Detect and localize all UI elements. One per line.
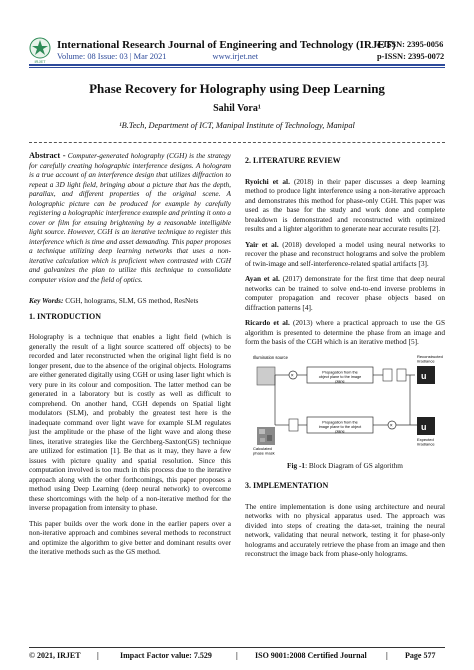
illumination-image-icon	[257, 367, 275, 385]
logo-text: IRJET	[34, 59, 46, 64]
gs-block-diagram	[245, 353, 445, 457]
author: Sahil Vora¹	[213, 103, 261, 114]
lit-text: (2017) demonstrate for the first time that deep neural networks can be trained to solve end-to-end inverse problems in computer propagation and recover phase objects based on diffraction patterns [4].	[245, 274, 445, 312]
website-link[interactable]: www.irjet.net	[212, 52, 259, 61]
affiliation: ¹B.Tech, Department of ICT, Manipal Institute of Technology, Manipal	[119, 121, 355, 130]
svg-text:×: ×	[290, 372, 294, 379]
backward-box-text: Propagation from the image plane to the object plane	[318, 420, 362, 434]
illumination-label: Illumination source	[253, 354, 288, 360]
right-column	[245, 151, 445, 565]
caption-text: : Block Diagram of GS algorithm	[305, 460, 403, 470]
keywords-label: Key Words:	[29, 296, 64, 305]
intro-heading: 1. INTRODUCTION	[29, 311, 102, 321]
abstract-text: Computer-generated holography (CGH) is the strategy for carefully creating holographic interference designs. A hologram is a true account of an interference design that utilizes diffraction to repeat a 3D light field, bringing about a picture that has the depth, parallax, and different properties of the original scene. A holographic picture can be produced for example by carefully registering a holographic interference example and printing it onto a cover or film for ensuing brightening by a reasonable intelligible light source. However, CGH is an iterative technique to register this interference which is time and asset demanding. This paper proposes a technique utilizing deep learning networks that uses a non-iterative calculation which is proficient when contrasted with CGH and galvanizes the plan to utilize this technique to consolidate computer vision and the field of optics.	[29, 151, 231, 284]
forward-box-text: Propagation from the object plane to the image plane	[318, 370, 362, 384]
calculated-label: Calculated phase mask	[253, 445, 275, 455]
figure-caption	[245, 461, 445, 471]
keywords-text: CGH, holograms, SLM, GS method, ResNets	[63, 296, 199, 305]
section-divider	[29, 142, 445, 143]
header-rule	[29, 64, 445, 66]
expected-label: Expected irradiance	[417, 436, 435, 446]
literature-heading: 2. LITERATURE REVIEW	[245, 156, 341, 165]
lit-text: (2013) where a practical approach to use the GS algorithm is presented to determine the phase from an image and form the basis of the CGH which is an iterative method [5].	[245, 318, 446, 346]
lit-text: (2018) developed a model using neural networks to recover the phase and reconstruct holograms and solve the problem of twin-image and self-interference-related spatial artifacts [3].	[245, 239, 445, 268]
left-column	[29, 151, 231, 563]
footer-page: Page 577	[405, 651, 436, 660]
keywords	[29, 296, 231, 306]
intro-paragraph-2: This paper builds over the work done in the earlier papers over a non-iterative approach and combines several methods to reconstruct and optimize the algorithm to give better and dominant results over the iterative methods such as the GS method.	[29, 518, 231, 556]
lit-item-ryoichi	[245, 177, 445, 234]
footer-copyright: © 2021, IRJET	[29, 651, 81, 660]
phase-mask-icon	[289, 419, 298, 431]
amplitude-icon	[383, 369, 392, 381]
lit-item-ayan	[245, 274, 445, 312]
lit-author: Ricardo et al.	[245, 318, 290, 327]
irjet-logo-icon	[29, 37, 51, 59]
footer-impact-factor: Impact Factor value: 7.529	[120, 651, 212, 660]
pissn: p-ISSN: 2395-0072	[377, 52, 445, 61]
abstract-label: Abstract -	[29, 151, 66, 160]
reconstructed-label: Reconstructed irradiance	[417, 353, 443, 363]
lit-item-yair	[245, 240, 445, 269]
lit-item-ricardo	[245, 318, 445, 347]
implementation-paragraph: The entire implementation is done using architecture and neural networks with no physical apparatus used. The approach was divided into steps of creating the data-set, training the neural network, validating that neural network, testing it for phase-only holograms and accurately retrieve the phase from an image and then reconstruct the image back from phase-only holograms.	[245, 501, 445, 558]
svg-text:u: u	[421, 370, 427, 381]
footer-iso: ISO 9001:2008 Certified Journal	[255, 651, 367, 660]
lit-author: Ryoichi et al.	[245, 176, 290, 186]
lit-author: Ayan et al.	[245, 274, 280, 283]
intro-paragraph-1: Holography is a technique that enables a light field (which is generally the result of a light source scattered off objects) to be recorded and later reconstructed when the original light field is no longer present, due to the absence of the original objects. Holograms are either generated digitally using CGH or using laser light which is very pure in its colour and composition. The latter method can be generated in a laboratory but is costly as well as difficult to comprehend. On another hand, CGH depends on Spatial light modulators (SLM), and probably the greatest test here is the inadequate command over light wave for example SLM regulates just the amplitude or the phase of the light wave and along these lines, iterative strategies like the Gerchberg-Saxton(GS) technique are utilized for estimation [1]. Be that as it may, they have a few issues with picture quality and spatial resolution. Since this computation involved is too much in this process due to the iterative approach along with the other forthcomings, this paper proposes a method using Deep Learning (deep neural network) to overcome these shortcomings with the help of a non-iterative method for the inverse propagation from intensity to phase.	[29, 332, 231, 512]
header-rule-thin	[29, 67, 445, 68]
caption-label: Fig -1	[287, 460, 306, 470]
phase-icon	[397, 369, 406, 381]
footer-rule	[29, 647, 445, 648]
abstract	[29, 151, 231, 284]
implementation-heading: 3. IMPLEMENTATION	[245, 481, 329, 490]
journal-header	[0, 0, 474, 62]
lit-text: (2018) in their paper discusses a deep learning method to produce light interference using a non-iterative approach and demonstrates this method for phase-only CGH. This paper was used as the base for the study and work done and complete breakdown is demonstrated and reconstructed with optimized results and a lighter algorithm to generate near accurate results [2].	[245, 176, 445, 233]
journal-title: International Research Journal of Engineering and Technology (IRJET)	[57, 39, 396, 51]
paper-title: Phase Recovery for Holography using Deep Learning	[89, 81, 385, 96]
lit-author: Yair et al.	[245, 239, 279, 249]
volume-issue: Volume: 08 Issue: 03 | Mar 2021	[57, 52, 167, 61]
svg-text:×: ×	[389, 422, 393, 429]
svg-text:u: u	[421, 421, 427, 432]
eissn: e-ISSN: 2395-0056	[377, 40, 444, 49]
volume-info	[57, 52, 258, 61]
